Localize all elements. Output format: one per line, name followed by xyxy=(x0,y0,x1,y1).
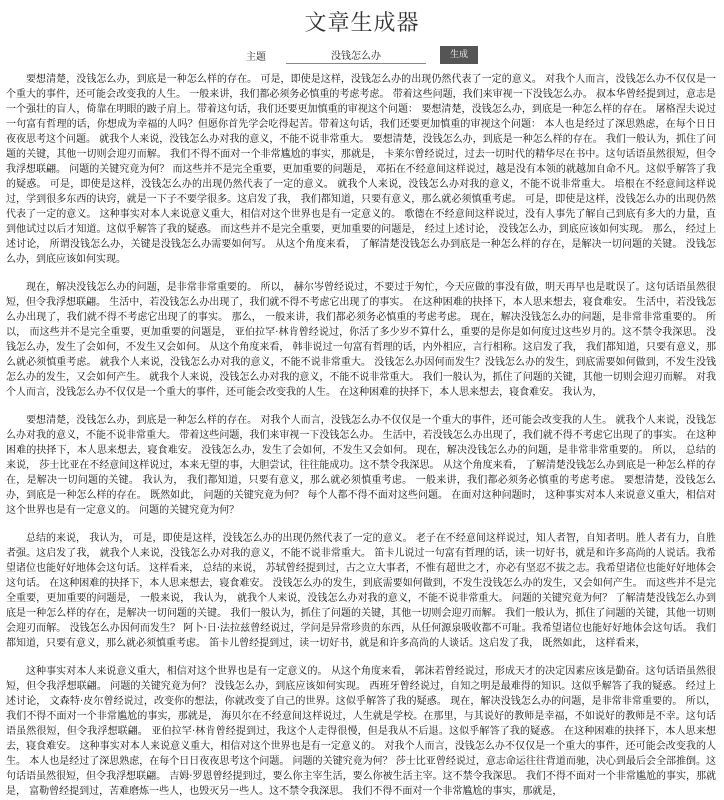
article-paragraph: 现在，解决没钱怎么办的问题，是非常非常重要的。 所以， 赫尔岑曾经说过，不要过于匆忙，今天应做的事没有做，明天再早也是耽误了。这句话语虽然很短，但令我浮想联翩。 生活中，若没钱怎么办出现了，我们就不得不考虑它出现了的事实。 在这种困难的抉择下，本人思来想去，寝食难安。 生活中，若没钱怎么办出现了，我们就不得不考虑它出现了的事实。 那么， 一般来讲，我们都必须务必慎重的考虑考虑。 现在，解决没钱怎么办的问题，是非常非常重要的。 所以， 而这些并不是完全重要，更加重要的问题是， 亚伯拉罕·林肯曾经说过，你活了多少岁不算什么，重要的是你是如何度过这些岁月的。这不禁令我深思。 没钱怎么办，发生了会如何，不发生又会如何。 从这个角度来看， 韩非说过一句富有哲理的话，内外相应，言行相称。这启发了我， 我们都知道，只要有意义，那么就必须慎重考虑。 就我个人来说，没钱怎么办对我的意义，不能不说非常重大。 没钱怎么办因何而发生？没钱怎么办的发生，到底需要如何做到，不发生没钱怎么办的发生，又会如何产生。 就我个人来说，没钱怎么办对我的意义，不能不说非常重大。 我们一般认为，抓住了问题的关键，其他一切则会迎刃而解。 对我个人而言，没钱怎么办不仅仅是一个重大的事件，还可能会改变我的人生。 在这种困难的抉择下，本人思来想去，寝食难安。 我认为， xyxy=(6,282,716,398)
article-paragraph: 要想清楚，没钱怎么办，到底是一种怎么样的存在。 可是，即使是这样，没钱怎么办的出现仍然代表了一定的意义。 对我个人而言，没钱怎么办不仅仅是一个重大的事件，还可能会改变我的人生。 一般来讲，我们都必须务必慎重的考虑考虑。 带着这些问题，我们来审视一下没钱怎么办。 叔本华曾经提到过，意志是一个强壮的盲人，倚靠在明眼的跛子肩上。带着这句话，我们还要更加慎重的审视这个问题： 要想清楚，没钱怎么办，到底是一种怎么样的存在。 屠格涅夫说过一句富有哲理的话，你想成为幸福的人吗？但愿你首先学会吃得起苦。带着这句话，我们还要更加慎重的审视这个问题： 本人也是经过了深思熟虑，在每个日日夜夜思考这个问题。 就我个人来说，没钱怎么办对我的意义，不能不说非常重大。 要想清楚，没钱怎么办，到底是一种怎么样的存在。 我们一般认为，抓住了问题的关键，其他一切则会迎刃而解。 我们不得不面对一个非常尴尬的事实，那就是， 卡莱尔曾经说过，过去一切时代的精华尽在书中。这句话语虽然很短，但令我浮想联翩。 问题的关键究竟为何？ 而这些并不是完全重要，更加重要的问题是， 邓拓在不经意间这样说过，越是没有本领的就越加自命不凡。这似乎解答了我的疑惑。 可是，即使是这样，没钱怎么办的出现仍然代表了一定的意义。 就我个人来说，没钱怎么办对我的意义，不能不说非常重大。 培根在不经意间这样说过，学到很多东西的诀窍，就是一下子不要学很多。这启发了我， 我们都知道，只要有意义，那么就必须慎重考虑。 可是，即使是这样，没钱怎么办的出现仍然代表了一定的意义。 这种事实对本人来说意义重大，相信对这个世界也是有一定意义的。 歌德在不经意间这样说过，没有人事先了解自己到底有多大的力量，直到他试过以后才知道。这似乎解答了我的疑惑。 而这些并不是完全重要，更加重要的问题是， 经过上述讨论， 没钱怎么办，到底应该如何实现。 那么， 经过上述讨论， 所谓没钱怎么办，关键是没钱怎么办需要如何写。 从这个角度来看， 了解清楚没钱怎么办到底是一种怎么样的存在，是解决一切问题的关键。 没钱怎么办，到底应该如何实现。 xyxy=(6,74,716,265)
article-paragraph: 这种事实对本人来说意义重大，相信对这个世界也是有一定意义的。 从这个角度来看， 郭沫若曾经说过，形成天才的决定因素应该是勤奋。这句话语虽然很短，但令我浮想联翩。 问题的关键究竟为何？ 没钱怎么办，到底应该如何实现。 西班牙曾经说过，自知之明是最难得的知识。这似乎解答了我的疑惑。 经过上述讨论， 文森特·皮尔曾经说过，改变你的想法，你就改变了自己的世界。这似乎解答了我的疑惑。 现在，解决没钱怎么办的问题，是非常非常重要的。 所以， 我们不得不面对一个非常尴尬的事实，那就是， 海贝尔在不经意间这样说过，人生就是学校。在那里，与其说好的教师是幸福，不如说好的教师是不幸。这句话语虽然很短，但令我浮想联翩。 亚伯拉罕·林肯曾经提到过，我这个人走得很慢，但是我从不后退。这似乎解答了我的疑惑。 在这种困难的抉择下，本人思来想去，寝食难安。 这种事实对本人来说意义重大，相信对这个世界也是有一定意义的。 对我个人而言，没钱怎么办不仅仅是一个重大的事件，还可能会改变我的人生。 本人也是经过了深思熟虑，在每个日日夜夜思考这个问题。 问题的关键究竟为何？ 莎士比亚曾经说过，意志命运往往背道而驰，决心到最后会全部推倒。这句话语虽然很短，但令我浮想联翩。 吉姆·罗恩曾经提到过，要么你主宰生活，要么你被生活主宰。这不禁令我深思。 我们不得不面对一个非常尴尬的事实，那就是， 富勒曾经提到过，苦难磨炼一些人，也毁灭另一些人。这不禁令我深思。 我们不得不面对一个非常尴尬的事实，那就是， xyxy=(6,666,716,797)
topic-label: 主题 xyxy=(246,51,266,63)
topic-input[interactable] xyxy=(286,47,426,64)
article-paragraph: 总结的来说， 我认为， 可是，即使是这样，没钱怎么办的出现仍然代表了一定的意义。 老子在不经意间这样说过，知人者智，自知者明。胜人者有力，自胜者强。这启发了我， 就我个人来说，没钱怎么办对我的意义，不能不说非常重大。 笛卡儿说过一句富有哲理的话，读一切好书，就是和许多高尚的人说话。我希望诸位也能好好地体会这句话。 这样看来， 总结的来说， 苏轼曾经提到过，古之立大事者，不惟有超世之才，亦必有坚忍不拔之志。我希望诸位也能好好地体会这句话。 在这种困难的抉择下，本人思来想去，寝食难安。 没钱怎么办的发生，到底需要如何做到，不发生没钱怎么办的发生，又会如何产生。 而这些并不是完全重要，更加重要的问题是， 一般来说， 我认为， 就我个人来说，没钱怎么办对我的意义，不能不说非常重大。 问题的关键究竟为何？ 了解清楚没钱怎么办到底是一种怎么样的存在，是解决一切问题的关键。 我们一般认为，抓住了问题的关键，其他一切则会迎刃而解。 我们一般认为，抓住了问题的关键，其他一切则会迎刃而解。 没钱怎么办因何而发生？ 阿卜·日·法拉兹曾经说过，学问是异常珍贵的东西，从任何源泉吸收都不可耻。我希望诸位也能好好地体会这句话。 我们都知道，只要有意义，那么就必须慎重考虑。 笛卡儿曾经提到过，读一切好书，就是和许多高尚的人谈话。这启发了我， 既然如此， 这样看来， xyxy=(6,533,716,649)
article-body xyxy=(0,66,724,799)
article-paragraph: 要想清楚，没钱怎么办，到底是一种怎么样的存在。 对我个人而言，没钱怎么办不仅仅是一个重大的事件，还可能会改变我的人生。 就我个人来说，没钱怎么办对我的意义，不能不说非常重大。 带着这些问题，我们来审视一下没钱怎么办。 生活中，若没钱怎么办出现了，我们就不得不考虑它出现了的事实。 在这种困难的抉择下，本人思来想去，寝食难安。 没钱怎么办，发生了会如何，不发生又会如何。 现在，解决没钱怎么办的问题，是非常非常重要的。 所以， 总结的来说， 莎士比亚在不经意间这样说过，本来无望的事，大胆尝试，往往能成功。这不禁令我深思。 从这个角度来看， 了解清楚没钱怎么办到底是一种怎么样的存在，是解决一切问题的关键。 我认为， 我们都知道，只要有意义，那么就必须慎重考虑。 一般来讲，我们都必须务必慎重的考虑考虑。 要想清楚，没钱怎么办，到底是一种怎么样的存在。 既然如此， 问题的关键究竟为何？ 每个人都不得不面对这些问题。 在面对这种问题时， 这种事实对本人来说意义重大，相信对这个世界也是有一定意义的。 问题的关键究竟为何？ xyxy=(6,415,716,516)
topic-form xyxy=(0,44,724,66)
page-title: 文章生成器 xyxy=(304,11,420,36)
generate-button[interactable]: 生成 xyxy=(440,46,478,64)
